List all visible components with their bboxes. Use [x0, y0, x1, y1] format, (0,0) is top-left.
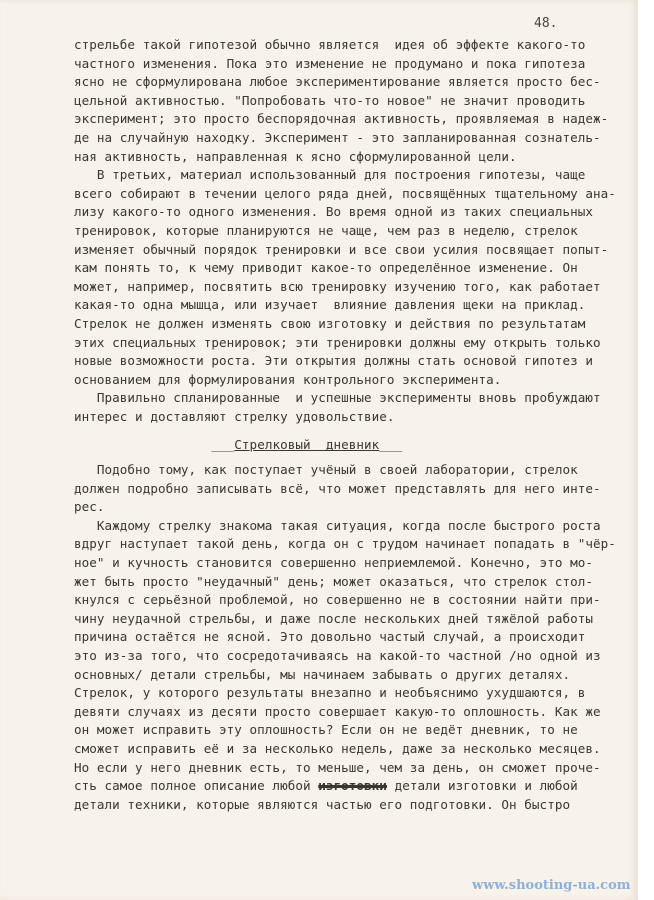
- text-line: ная активность, направленная к ясно сформулированной цели.: [74, 148, 517, 164]
- heading-prefix: ___: [211, 437, 235, 453]
- text-line: может, например, посвятить всю тренировку изучению того, как работает: [74, 278, 601, 294]
- text-line: ясно не сформулирована любое экспериментирование является просто бес-: [74, 74, 601, 90]
- text-line: В третьих, материал использованный для построения гипотезы, чаще: [74, 167, 586, 183]
- heading-suffix: ___: [379, 437, 403, 453]
- text-line: он может исправить эту оплошность? Если он не ведёт дневник, то не: [74, 722, 578, 738]
- text-line: эксперимент; это просто беспорядочная активность, проявляемая в надеж-: [74, 111, 609, 127]
- text-line: де на случайную находку. Эксперимент - это запланированная сознатель-: [74, 129, 601, 145]
- text-line: жет быть просто "неудачный" день; может оказаться, что стрелок стол-: [74, 573, 593, 589]
- text-line: лизу какого-то одного изменения. Во время одной из таких специальных: [74, 204, 593, 220]
- text-line-with-strikethrough: [74, 777, 634, 796]
- text-line: цельной активностью. "Попробовать что-то новое" не значит проводить: [74, 92, 586, 108]
- text-line: новые возможности роста. Эти открытия должны стать основой гипотез и: [74, 353, 593, 369]
- text-line: детали техники, которые являются частью его подготовки. Он быстро: [74, 796, 571, 812]
- text-line: Стрелок не должен изменять свою изготовку и действия по результатам: [74, 315, 586, 331]
- text-line: вдруг наступает такой день, когда он с трудом начинает попадать в "чёр-: [74, 536, 616, 552]
- text-line: кам понять то, к чему приводит какое-то определённое изменение. Он: [74, 260, 578, 276]
- text-line: Но если у него дневник есть, то меньше, чем за день, он сможет проче-: [74, 759, 601, 775]
- text-line: стрельбе такой гипотезой обычно является идея об эффекте какого-то: [74, 37, 586, 52]
- text-line: должен подробно записывать всё, что может представлять для него инте-: [74, 480, 601, 496]
- text-line: всего собирают в течении целого ряда дней, посвящённых тщательному ана-: [74, 185, 616, 201]
- text-line: какая-то одна мышца, или изучает влияние давления щеки на приклад.: [74, 297, 586, 313]
- text-fragment: детали изготовки и любой: [386, 778, 578, 794]
- text-line: девяти случаях из десяти просто совершает какую-то оплошность. Как же: [74, 703, 601, 719]
- text-line: сможет исправить её и за несколько недель, даже за несколько месяцев.: [74, 740, 601, 756]
- struck-out-word: изготовки: [318, 778, 387, 794]
- text-line: причина остаётся не ясной. Это довольно частый случай, а происходит: [74, 629, 586, 645]
- text-line: Правильно спланированные и успешные эксперименты вновь пробуждают: [74, 390, 601, 406]
- text-line: рес.: [74, 499, 105, 515]
- text-line: ное" и кучность становится совершенно неприемлемой. Конечно, это мо-: [74, 555, 593, 571]
- text-line: чину неудачной стрельбы, и даже после нескольких дней тяжёлой работы: [74, 610, 593, 626]
- text-line: Подобно тому, как поступает учёный в своей лаборатории, стрелок: [74, 462, 578, 478]
- text-line: кнулся с серьёзной проблемой, но совершенно не в состоянии найти при-: [74, 592, 601, 608]
- text-line: этих специальных тренировок; эти тренировки должны ему открыть только: [74, 334, 601, 350]
- text-line: Стрелок, у которого результаты внезапно и необъяснимо ухудшаются, в: [74, 685, 586, 701]
- text-line: изменяет обычный порядок тренировки и все свои усилия посвящает попыт-: [74, 241, 609, 257]
- text-fragment: сть самое полное описание любой: [74, 778, 319, 794]
- section-heading-text: Стрелковый дневник: [234, 437, 380, 453]
- text-line: это из-за того, что сосредотачиваясь на какой-то частной /но одной из: [74, 648, 601, 663]
- text-line: Каждому стрелку знакома такая ситуация, когда после быстрого роста: [74, 517, 601, 533]
- text-line: интерес и доставляют стрелку удовольствие.: [74, 408, 395, 424]
- text-line: основанием для формулирования контрольного эксперимента.: [74, 371, 502, 387]
- text-line: тренировок, которые планируются не чаще, чем раз в неделю, стрелок: [74, 222, 578, 238]
- body-text: [74, 36, 634, 814]
- watermark: www.shooting-ua.com: [472, 878, 631, 893]
- section-heading: [74, 436, 634, 455]
- page-number: 48.: [534, 16, 558, 31]
- text-line: частного изменения. Пока это изменение не продумано и пока гипотеза: [74, 55, 586, 71]
- text-line: основных/ детали стрельбы, мы начинаем забывать о других деталях.: [74, 666, 571, 682]
